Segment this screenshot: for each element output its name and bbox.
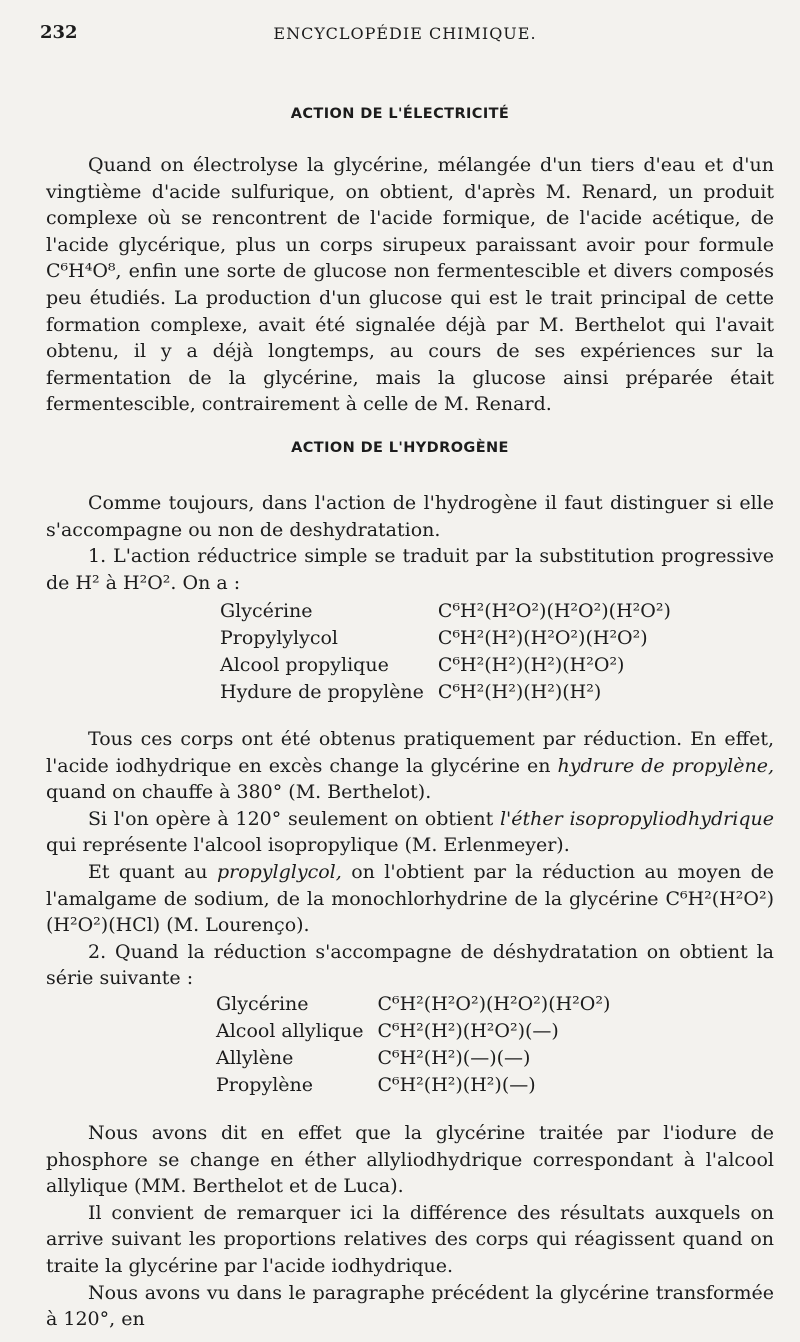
compound-formula: C⁶H²(H²)(—)(—)	[377, 1046, 531, 1069]
text-span: qui représente l'alcool isopropylique (M. Erlenmeyer).	[46, 834, 570, 857]
formula-row	[216, 1045, 610, 1072]
italic-term: propylglycol,	[216, 860, 342, 883]
compound-name: Glycérine	[220, 600, 313, 623]
paragraph-electricite	[46, 152, 774, 418]
paragraph-reduction-results	[46, 726, 774, 992]
paragraph-point1: 1. L'action réductrice simple se traduit par la substitution progressive de H² à H²O². On a :	[46, 545, 774, 594]
paragraph-intro	[46, 490, 774, 596]
formula-row	[220, 598, 671, 625]
text-span: Tous ces corps ont été obtenus pratiquement par réduction. En effet, l'acide iodhydrique en excès change la glycérine en	[46, 728, 774, 777]
formula-row	[216, 991, 610, 1018]
text-span: Si l'on opère à 120° seulement on obtient	[88, 807, 500, 830]
paragraph-electricite-text: Quand on électrolyse la glycérine, mélangée d'un tiers d'eau et d'un vingtième d'acide sulfurique, on obtient, d'après M. Renard, un produit complexe où se rencontrent de l'acide formique, de l'acide acétique, de l'acide glycérique, plus un corps sirupeux paraissant avoir pour formule C⁶H⁴O⁸, enfin une sorte de glucose non fermentescible et divers composés peu étudiés. La production d'un glucose qui est le trait principal de cette formation complexe, avait été signalée déjà par M. Berthelot qui l'avait obtenu, il y a déjà longtemps, au cours de ses expériences sur la fermentation de la glycérine, mais la glucose ainsi préparée était fermentescible, contrairement à celle de M. Renard.	[46, 154, 774, 416]
running-title: ENCYCLOPÉDIE CHIMIQUE.	[273, 24, 537, 43]
formula-row	[216, 1018, 610, 1045]
compound-name: Propylylycol	[220, 627, 338, 650]
paragraph-intro-text: Comme toujours, dans l'action de l'hydrogène il faut distinguer si elle s'accompagne ou non de deshydratation.	[46, 492, 774, 541]
compound-formula: C⁶H²(H²)(H²O²)(—)	[377, 1020, 559, 1043]
section-title-electricite: ACTION DE L'ÉLECTRICITÉ	[290, 106, 510, 122]
paragraph-nous: Nous avons dit en effet que la glycérine traitée par l'iodure de phosphore se change en éther allyliodhydrique correspondant à l'alcool allylique (MM. Berthelot et de Luca).	[46, 1122, 774, 1198]
compound-formula: C⁶H²(H²)(H²)(H²)	[437, 680, 602, 703]
paragraph-et	[46, 859, 774, 939]
text-span: on l'obtient par la réduction au moyen de l'amalgame de sodium, de la monochlorhydrine de la glycérine C⁶H²(H²O²)(H²O²)(HCl) (M. Lourenço).	[46, 860, 774, 937]
compound-name: Propylène	[216, 1073, 314, 1096]
compound-formula: C⁶H²(H²O²)(H²O²)(H²O²)	[437, 600, 671, 623]
formula-row	[216, 1071, 610, 1098]
compound-formula: C⁶H²(H²)(H²O²)(H²O²)	[437, 627, 648, 650]
italic-term: hydrure de propylène,	[557, 754, 775, 777]
text-span: Et quant au	[88, 860, 217, 883]
page-number: 232	[40, 22, 78, 43]
compound-name: Allylène	[216, 1046, 294, 1069]
paragraph-si	[46, 806, 774, 859]
text-span: quand on chauffe à 380° (M. Berthelot).	[46, 781, 432, 804]
italic-term: l'éther isopropyliodhydrique	[499, 807, 774, 830]
compound-name: Alcool propylique	[220, 653, 389, 676]
compound-name: Hydure de propylène	[220, 680, 424, 703]
paragraph-final	[46, 1120, 774, 1333]
formula-table-reduction	[220, 598, 671, 705]
paragraph-il: Il convient de remarquer ici la différence des résultats auxquels on arrive suivant les proportions relatives des corps qui réagissent quand on traite la glycérine par l'acide iodhydrique.	[46, 1201, 774, 1277]
compound-formula: C⁶H²(H²O²)(H²O²)(H²O²)	[377, 993, 611, 1016]
formula-row	[220, 625, 671, 652]
running-header	[40, 22, 770, 52]
formula-table-deshydratation	[216, 991, 610, 1098]
compound-formula: C⁶H²(H²)(H²)(H²O²)	[437, 653, 625, 676]
formula-row	[220, 678, 671, 705]
compound-name: Glycérine	[216, 993, 309, 1016]
formula-row	[220, 652, 671, 679]
section-title-hydrogene: ACTION DE L'HYDROGÈNE	[291, 440, 509, 456]
paragraph-point2: 2. Quand la réduction s'accompagne de déshydratation on obtient la série suivante :	[46, 940, 774, 990]
paragraph-tous	[46, 726, 774, 806]
paragraph-last: Nous avons vu dans le paragraphe précédent la glycérine transformée à 120°, en	[46, 1281, 774, 1331]
compound-name: Alcool allylique	[216, 1020, 364, 1043]
compound-formula: C⁶H²(H²)(H²)(—)	[377, 1073, 536, 1096]
